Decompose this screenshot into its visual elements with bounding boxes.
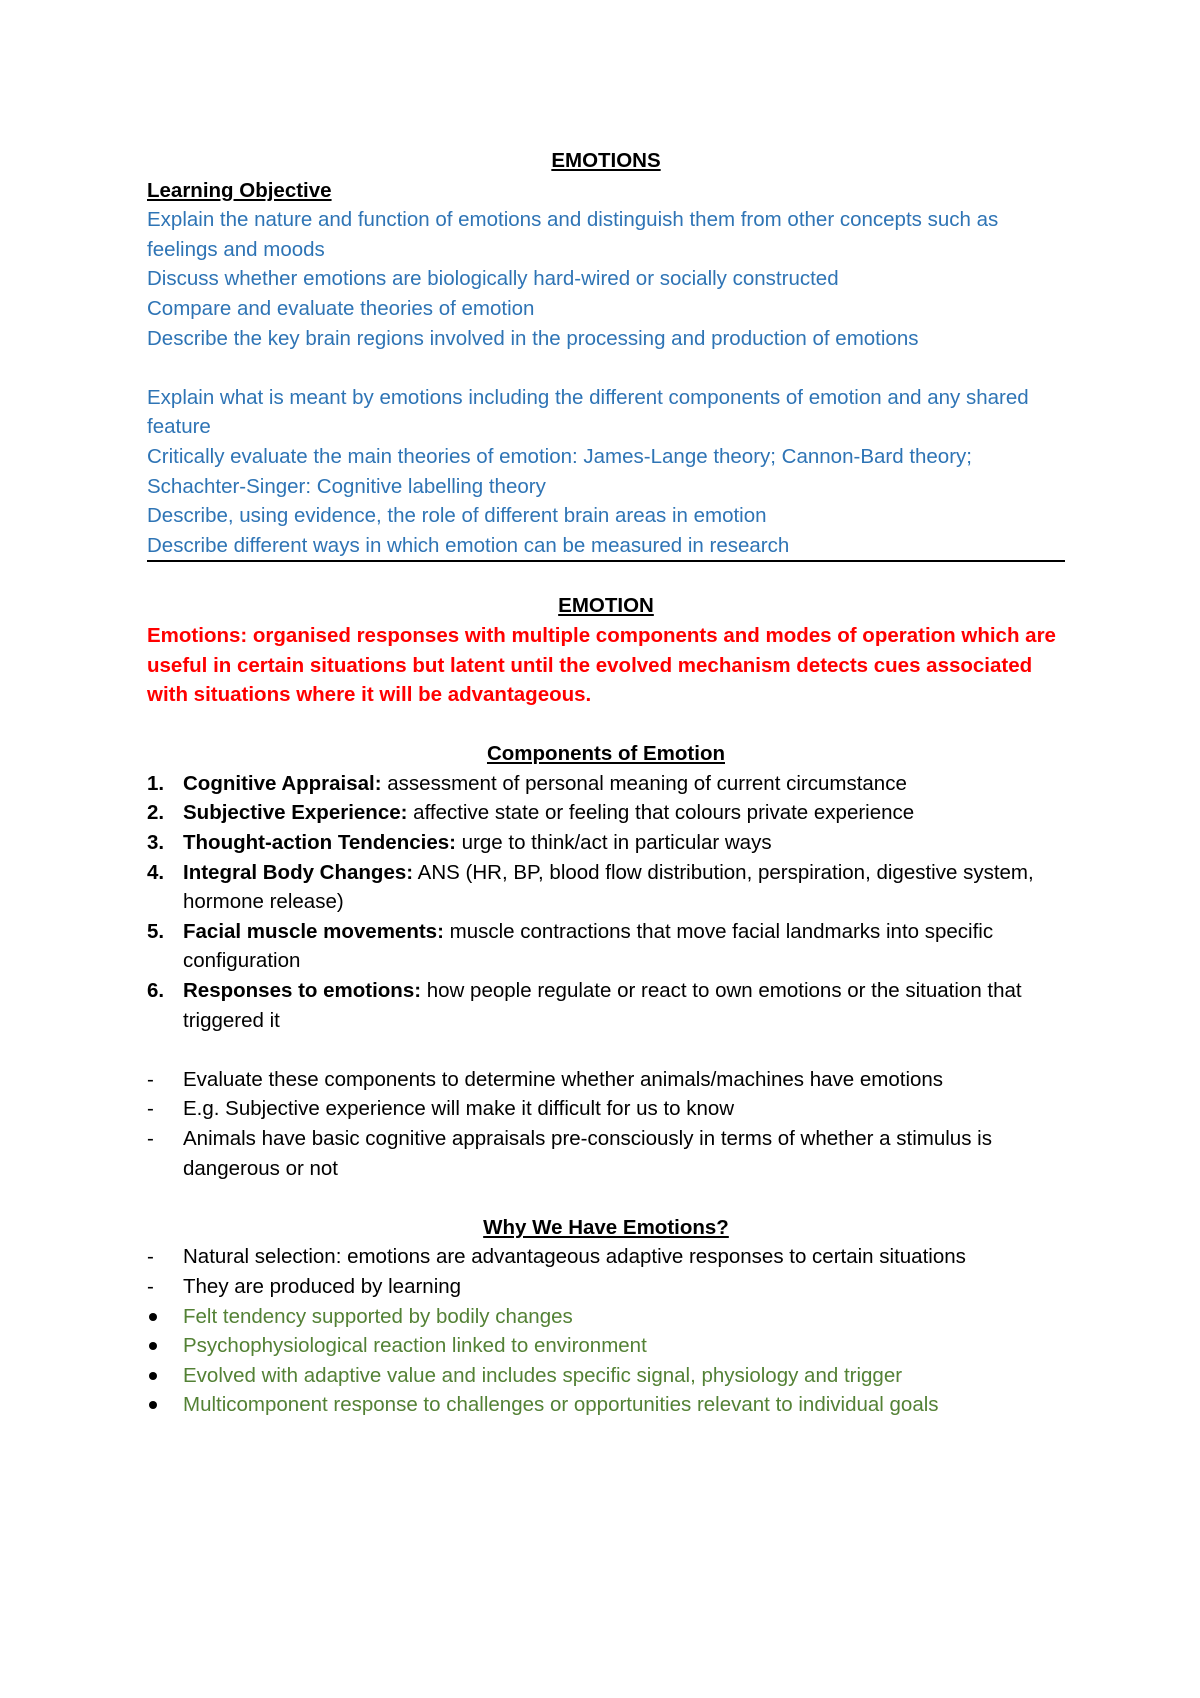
emotion-definition: Emotions: organised responses with multiple components and modes of operation which are useful in certain situations but latent until the evolved mechanism detects cues associated with situations where it will be advantageous. <box>147 623 1056 707</box>
component-term: Facial muscle movements: <box>183 919 444 943</box>
components-list <box>147 769 1065 1035</box>
emotion-heading: EMOTION <box>558 594 654 618</box>
note-text: Animals have basic cognitive appraisals pre-consciously in terms of whether a stimulus is dangerous or not <box>183 1127 992 1180</box>
why-bullet-text: Felt tendency supported by bodily changes <box>183 1304 573 1328</box>
list-number: 1. <box>147 771 165 795</box>
spacer <box>147 710 1065 740</box>
why-dash-item <box>147 1272 1065 1302</box>
component-term: Cognitive Appraisal: <box>183 771 382 795</box>
note-item <box>147 1094 1065 1124</box>
component-term: Subjective Experience: <box>183 801 408 825</box>
component-desc: affective state or feeling that colours private experience <box>407 801 915 825</box>
note-item <box>147 1065 1065 1095</box>
why-dash-list <box>147 1242 1065 1301</box>
objective-line: Explain what is meant by emotions including the different components of emotion and any shared feature <box>147 385 1029 439</box>
bullet-icon <box>149 1342 157 1350</box>
note-text: E.g. Subjective experience will make it difficult for us to know <box>183 1097 735 1121</box>
component-desc: assessment of personal meaning of current circumstance <box>381 771 907 795</box>
dash-marker: - <box>147 1097 154 1121</box>
spacer <box>147 353 1065 383</box>
list-number: 4. <box>147 860 165 884</box>
component-item <box>147 828 1065 858</box>
dash-marker: - <box>147 1245 154 1269</box>
component-item <box>147 976 1065 1035</box>
note-item <box>147 1124 1065 1183</box>
component-term: Thought-action Tendencies: <box>183 831 456 855</box>
objective-line: Discuss whether emotions are biologically hard-wired or socially constructed <box>147 267 839 291</box>
components-heading: Components of Emotion <box>486 742 725 766</box>
learning-objective-heading: Learning Objective <box>147 178 332 202</box>
why-bullet-item <box>147 1390 1065 1420</box>
bullet-icon <box>149 1372 157 1380</box>
list-number: 2. <box>147 801 165 825</box>
list-number: 6. <box>147 979 165 1003</box>
document-page <box>147 146 1065 1420</box>
why-bullet-item <box>147 1331 1065 1361</box>
why-bullet-item <box>147 1361 1065 1391</box>
why-bullet-item <box>147 1302 1065 1332</box>
component-item <box>147 917 1065 976</box>
dash-marker: - <box>147 1067 154 1091</box>
objective-line: Explain the nature and function of emotions and distinguish them from other concepts such as feelings and moods <box>147 208 999 261</box>
objective-line-with-rule: Describe different ways in which emotion can be measured in research <box>147 531 1065 563</box>
spacer <box>147 1183 1065 1213</box>
component-item <box>147 769 1065 799</box>
why-text: Natural selection: emotions are advantageous adaptive responses to certain situations <box>183 1245 966 1269</box>
why-bullet-text: Multicomponent response to challenges or opportunities relevant to individual goals <box>183 1393 939 1417</box>
component-item <box>147 798 1065 828</box>
list-number: 5. <box>147 919 165 943</box>
component-term: Integral Body Changes: <box>183 860 414 884</box>
dash-marker: - <box>147 1127 154 1150</box>
component-term: Responses to emotions: <box>183 979 422 1003</box>
objective-line: Critically evaluate the main theories of emotion: James-Lange theory; Cannon-Bard theory; Schachter-Singer: Cognitive labelling theory <box>147 444 972 498</box>
bullet-icon <box>149 1401 157 1409</box>
component-item <box>147 858 1065 917</box>
list-number: 3. <box>147 831 165 855</box>
why-heading: Why We Have Emotions? <box>483 1215 729 1239</box>
why-bullet-text: Evolved with adaptive value and includes specific signal, physiology and trigger <box>183 1363 903 1387</box>
component-desc: how people regulate or react to own emotions or the situation that triggered it <box>183 979 1022 1032</box>
objective-line: Describe, using evidence, the role of different brain areas in emotion <box>147 504 767 528</box>
objective-line: Describe the key brain regions involved in the processing and production of emotions <box>147 326 919 350</box>
components-notes-list <box>147 1065 1065 1183</box>
why-text: They are produced by learning <box>183 1274 462 1298</box>
dash-marker: - <box>147 1274 154 1298</box>
component-desc: ANS (HR, BP, blood flow distribution, perspiration, digestive system, hormone release) <box>183 860 1034 914</box>
note-text: Evaluate these components to determine whether animals/machines have emotions <box>183 1067 944 1091</box>
objective-line: Compare and evaluate theories of emotion <box>147 296 535 320</box>
component-desc: muscle contractions that move facial landmarks into specific configuration <box>183 919 994 973</box>
why-bullet-text: Psychophysiological reaction linked to environment <box>183 1334 647 1358</box>
why-bullet-list <box>147 1302 1065 1420</box>
bullet-icon <box>149 1313 157 1321</box>
page-title: EMOTIONS <box>551 149 661 172</box>
spacer <box>147 1035 1065 1065</box>
component-desc: urge to think/act in particular ways <box>455 831 772 855</box>
why-dash-item <box>147 1242 1065 1272</box>
